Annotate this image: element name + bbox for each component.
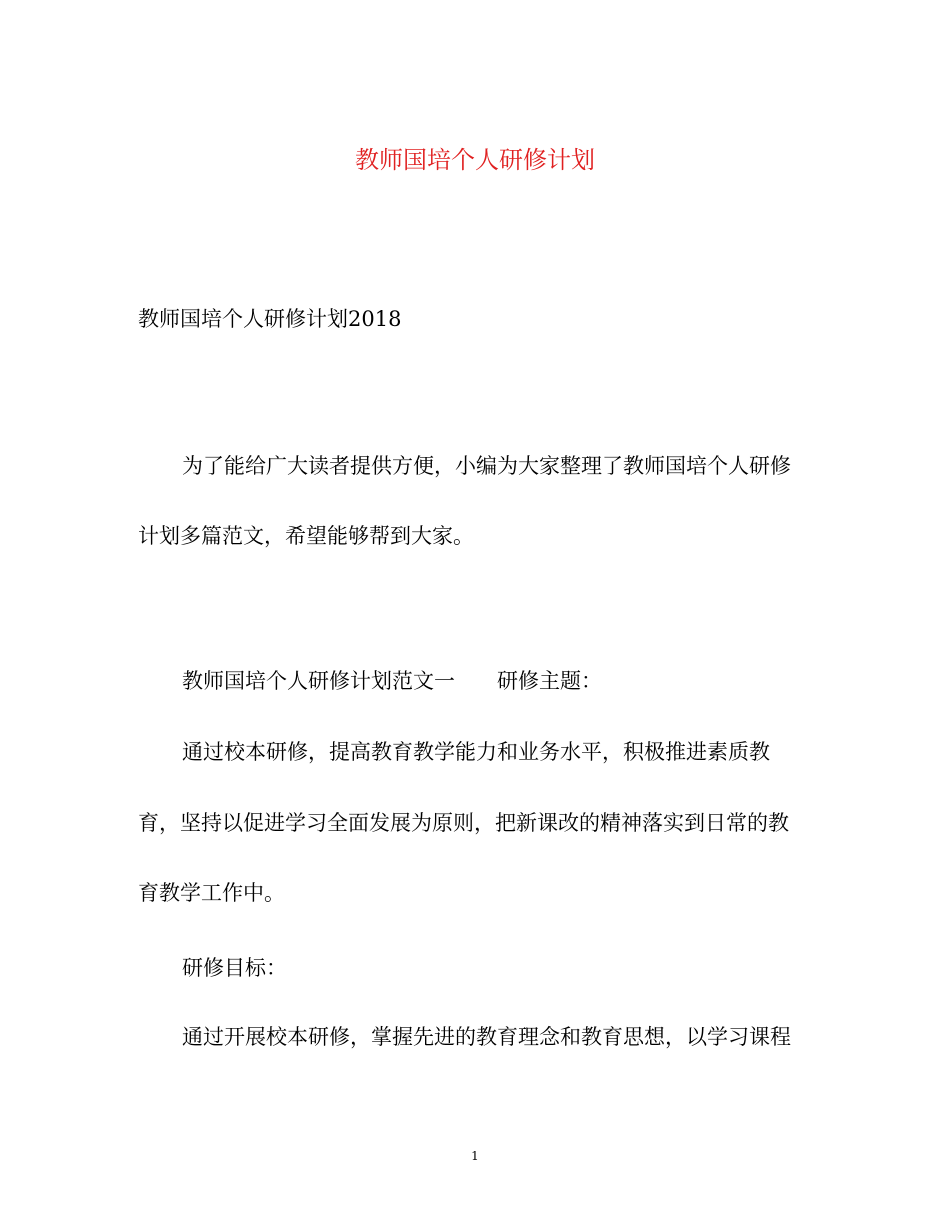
intro-line-1: 为了能给广大读者提供方便，小编为大家整理了教师国培个人研修: [182, 454, 791, 478]
section-heading: 教师国培个人研修计划范文一: [182, 669, 455, 693]
document-subtitle: 教师国培个人研修计划2018: [138, 307, 402, 331]
section-heading-row: [182, 666, 602, 696]
goal-label: 研修目标：: [182, 956, 287, 980]
theme-label: 研修主题：: [497, 669, 602, 693]
document-title: 教师国培个人研修计划: [355, 146, 595, 174]
intro-line-2: 计划多篇范文，希望能够帮到大家。: [138, 524, 474, 548]
page-number: 1: [471, 1149, 479, 1163]
goal-line-1: 通过开展校本研修，掌握先进的教育理念和教育思想，以学习课程: [182, 1025, 791, 1049]
theme-line-1: 通过校本研修，提高教育教学能力和业务水平，积极推进素质教: [182, 740, 770, 764]
theme-line-3: 育教学工作中。: [138, 881, 285, 905]
theme-line-2: 育，坚持以促进学习全面发展为原则，把新课改的精神落实到日常的教: [138, 811, 789, 835]
